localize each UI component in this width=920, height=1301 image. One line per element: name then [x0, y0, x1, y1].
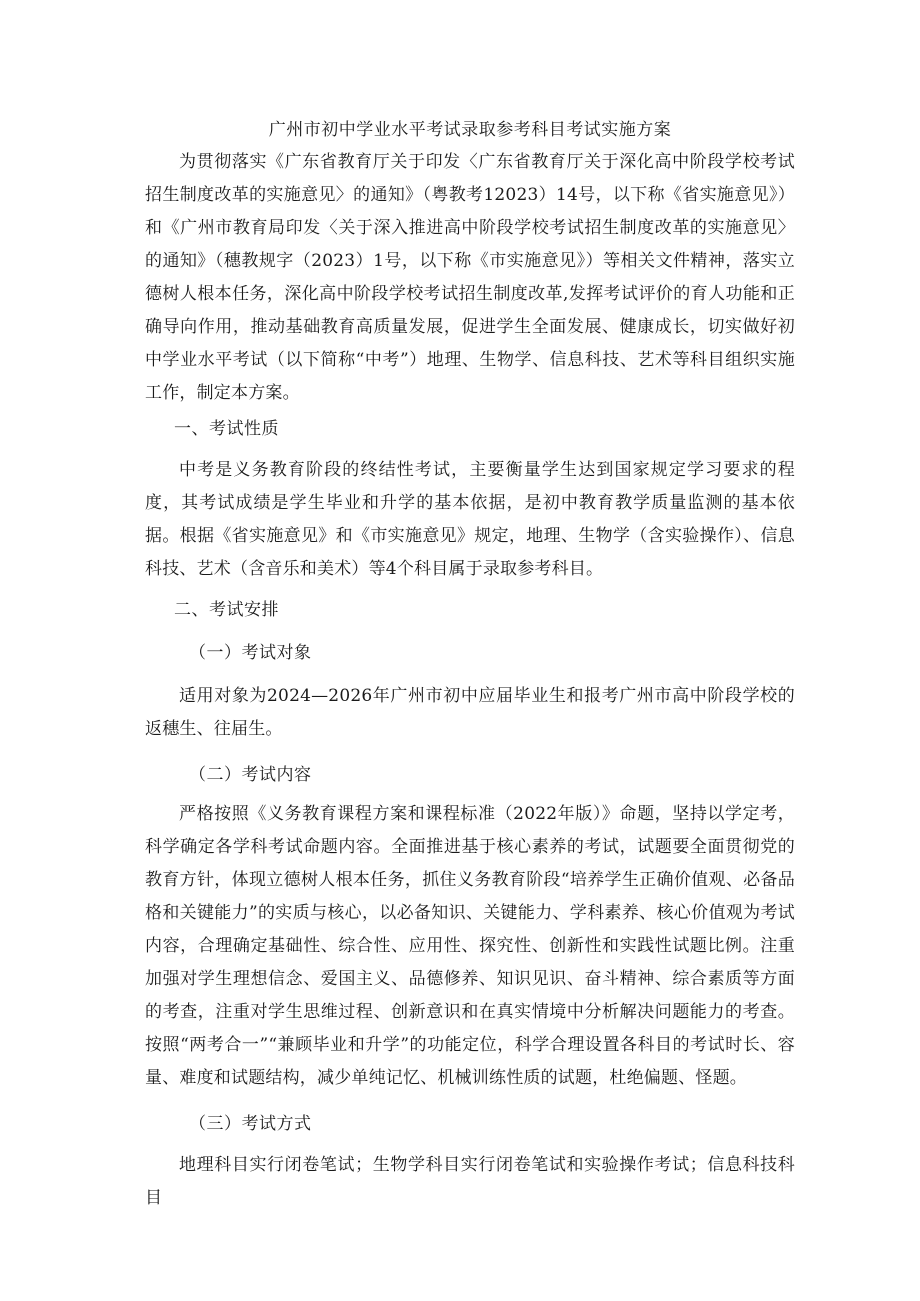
section1-paragraph: 中考是义务教育阶段的终结性考试，主要衡量学生达到国家规定学习要求的程度，其考试成绩是学生毕业和升学的基本依据，是初中教育教学质量监测的基本依据。根据《省实施意见》和《市实施意见》规定，地理、生物学（含实验操作）、信息科技、艺术（含音乐和美术）等4个科目属于录取参考科目。 — [145, 460, 795, 579]
section2-sub2-paragraph: 严格按照《义务教育课程方案和课程标准（2022年版）》命题，坚持以学定考，科学确定各学科考试命题内容。全面推进基于核心素养的考试，试题要全面贯彻党的教育方针，体现立德树人根本任务，抓住义务教育阶段“培养学生正确价值观、必备品格和关键能力”的实质与核心，以必备知识、关键能力、学科素养、核心价值观为考试内容，合理确定基础性、综合性、应用性、探究性、创新性和实践性试题比例。注重加强对学生理想信念、爱国主义、品德修养、知识见识、奋斗精神、综合素质等方面的考查，注重对学生思维过程、创新意识和在真实情境中分析解决问题能力的考查。按照“两考合一”“兼顾毕业和升学”的功能定位，科学合理设置各科目的考试时长、容量、难度和试题结构，减少单纯记忆、机械训练性质的试题，杜绝偏题、怪题。 — [145, 804, 795, 1088]
section2-heading: 二、考试安排 — [174, 600, 279, 620]
document-title: 广州市初中学业水平考试录取参考科目考试实施方案 — [268, 120, 672, 140]
intro-paragraph: 为贯彻落实《广东省教育厅关于印发〈广东省教育厅关于深化高中阶段学校考试招生制度改革的实施意见〉的通知》（粤教考12023）14号，以下称《省实施意见》）和《广州市教育局印发〈关于深入推进高中阶段学校考试招生制度改革的实施意见〉的通知》（穗教规字（2023）1号，以下称《市实施意见》）等相关文件精神，落实立德树人根本任务，深化高中阶段学校考试招生制度改革,发挥考试评价的育人功能和正确导向作用，推动基础教育高质量发展，促进学生全面发展、健康成长，切实做好初中学业水平考试（以下简称“中考”）地理、生物学、信息科技、艺术等科目组织实施工作，制定本方案。 — [145, 152, 795, 403]
section2-sub3-heading: （三）考试方式 — [189, 1114, 312, 1134]
section2-sub1-paragraph: 适用对象为2024—2026年广州市初中应届毕业生和报考广州市高中阶段学校的返穗生、往届生。 — [145, 686, 795, 739]
section2-sub1-heading: （一）考试对象 — [189, 643, 312, 663]
section2-sub2-heading: （二）考试内容 — [189, 765, 312, 785]
section1-heading: 一、考试性质 — [174, 419, 279, 439]
section2-sub3-paragraph: 地理科目实行闭卷笔试；生物学科目实行闭卷笔试和实验操作考试；信息科技科目 — [145, 1155, 795, 1208]
